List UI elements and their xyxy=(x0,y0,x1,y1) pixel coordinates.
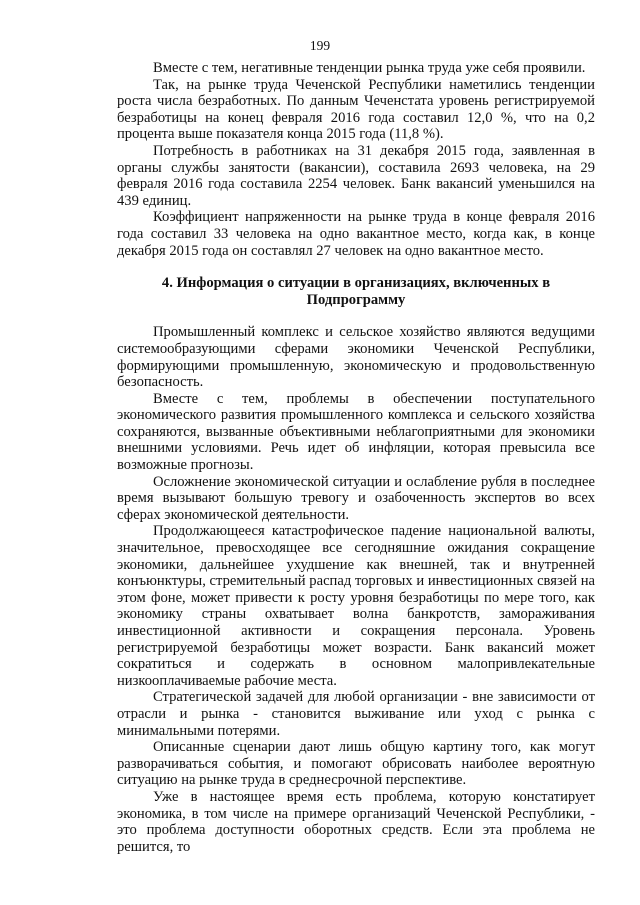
paragraph-b7: Уже в настоящее время есть проблема, которую констатирует экономика, в том числе на примере организаций Чеченской Республики, - это проблема доступности оборотных средств. Если эта проблема не решится, то xyxy=(117,788,595,855)
paragraph-b5: Стратегической задачей для любой организации - вне зависимости от отрасли и рынка - становится выживание или уход с рынка с минимальными потерями. xyxy=(117,689,595,739)
paragraph-b3: Осложнение экономической ситуации и ослабление рубля в последнее время вызывают большую тревогу и озабоченность экспертов во всех сферах экономической деятельности. xyxy=(117,473,595,523)
paragraph-a3: Потребность в работниках на 31 декабря 2015 года, заявленная в органы службы занятости (вакансии), составила 2693 человека, на 29 февраля 2016 года составила 2254 человек. Банк вакансий уменьшился на 439 единиц. xyxy=(117,142,595,209)
paragraph-b2: Вместе с тем, проблемы в обеспечении поступательного экономического развития промышленного комплекса и сельского хозяйства сохраняются, вызванные объективными неблагоприятными для экономики внешними условиями. Речь идет об инфляции, которая превысила все возможные прогнозы. xyxy=(117,390,595,474)
paragraph-a1: Вместе с тем, негативные тенденции рынка труда уже себя проявили. xyxy=(153,60,586,76)
page-body xyxy=(117,60,595,855)
paragraph-b1: Промышленный комплекс и сельское хозяйство являются ведущими системообразующими сферами экономики Чеченской Республики, формирующими промышленную, экономическую и продовольственную безопасность. xyxy=(117,324,595,391)
paragraph-a2: Так, на рынке труда Чеченской Республики наметились тенденции роста числа безработных. По данным Чеченстата уровень регистрируемой безработицы на конец февраля 2016 года составил 12,0 %, что на 0,2 процента выше показателя конца 2015 года (11,8 %). xyxy=(117,76,595,143)
paragraph-a4: Коэффициент напряженности на рынке труда в конце февраля 2016 года составил 33 человека на одно вакантное место, когда как, в конце декабря 2015 года он составлял 27 человек на одно вакантное место. xyxy=(117,209,595,259)
paragraph-b4: Продолжающееся катастрофическое падение национальной валюты, значительное, превосходящее все сегодняшние ожидания сокращение экономики, дальнейшее ухудшение как внешней, так и внутренней конъюнктуры, стремительный распад торговых и инвестиционных связей на этом фоне, может привести к росту уровня безработицы по мере того, как экономику страны охватывает волна банкротств, замораживания инвестиционной активности и сокращения персонала. Уровень регистрируемой безработицы может возрасти. Банк вакансий может сократиться и содержать в основном малопривлекательные низкооплачиваемые рабочие места. xyxy=(117,523,595,689)
section-heading: 4. Информация о ситуации в организациях, включенных в Подпрограмму xyxy=(161,275,551,308)
paragraph-b6: Описанные сценарии дают лишь общую картину того, как могут разворачиваться события, и помогают обрисовать наиболее вероятную ситуацию на рынке труда в среднесрочной перспективе. xyxy=(117,739,595,789)
page-number: 199 xyxy=(309,38,331,53)
